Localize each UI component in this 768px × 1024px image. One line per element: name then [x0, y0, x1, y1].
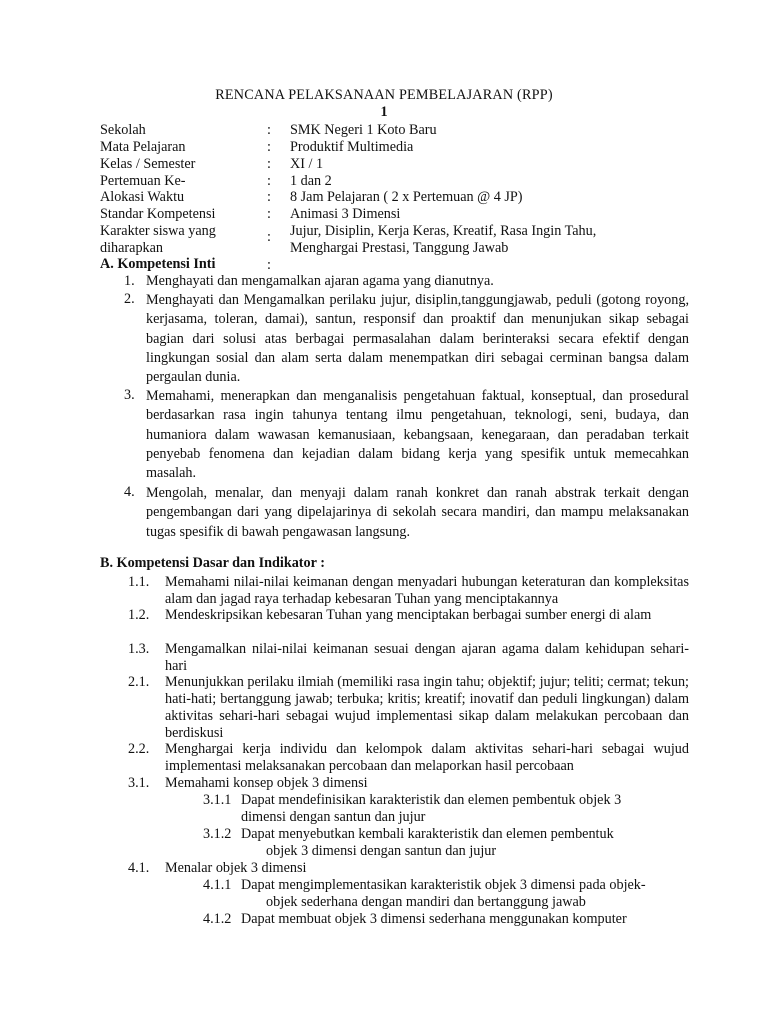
- list-item-kd-1-1: [128, 574, 689, 608]
- indicator-4-1-2: [203, 911, 689, 928]
- identity-row-standar-kompetensi: [100, 206, 700, 223]
- identity-colon: :: [267, 189, 271, 205]
- indicator-number: 4.1.1: [203, 877, 232, 893]
- identity-value: 8 Jam Pelajaran ( 2 x Pertemuan @ 4 JP): [290, 189, 523, 205]
- identity-colon: :: [267, 173, 271, 189]
- indicator-text-line2: objek sederhana dengan mandiri dan bertanggung jawab: [266, 894, 586, 910]
- identity-row-mata-pelajaran: [100, 139, 700, 156]
- identity-label: Karakter siswa yang: [100, 223, 216, 239]
- identity-colon: :: [267, 229, 271, 245]
- section-a-heading: A. Kompetensi Inti: [100, 256, 216, 272]
- section-b-heading: B. Kompetensi Dasar dan Indikator :: [100, 555, 325, 571]
- identity-value: Menghargai Prestasi, Tanggung Jawab: [290, 240, 509, 256]
- list-text: Menghargai kerja individu dan kelompok dalam aktivitas sehari-hari sebagai wujud implementasi melaksanakan percobaan dan melaporkan hasil percobaan: [165, 741, 689, 774]
- list-text: Mendeskripsikan kebesaran Tuhan yang menciptakan berbagai sumber energi di alam: [165, 607, 652, 623]
- identity-colon: :: [267, 156, 271, 172]
- identity-value: SMK Negeri 1 Koto Baru: [290, 122, 437, 138]
- list-item-kd-2-1: [128, 674, 689, 742]
- list-text: Memahami konsep objek 3 dimensi: [165, 775, 368, 791]
- indicator-text-line2: objek 3 dimensi dengan santun dan jujur: [266, 843, 497, 859]
- identity-row-sekolah: [100, 122, 700, 139]
- list-number: 2.2.: [128, 741, 150, 757]
- identity-value: Jujur, Disiplin, Kerja Keras, Kreatif, Rasa Ingin Tahu,: [290, 223, 597, 239]
- indicator-4-1-1: [203, 877, 689, 911]
- list-text: Memahami, menerapkan dan menganalisis pengetahuan faktual, konseptual, dan prosedural berdasarkan rasa ingin tahunya tentang ilmu pengetahuan, teknologi, seni, budaya, dan humaniora dalam wawasan kemanusiaan, kebangsaan, kenegaraan, dan peradaban terkait penyebab fenomena dan kejadian dalam bidang kerja yang spesifik untuk memecahkan masalah.: [146, 388, 689, 482]
- list-number: 3.: [124, 387, 135, 403]
- list-number: 2.1.: [128, 674, 150, 690]
- list-text: Menghayati dan Mengamalkan perilaku jujur, disiplin,tanggungjawab, peduli (gotong royong, kerjasama, toleran, damai), santun, responsif dan proaktif dan menunjukan sikap sebagai bagian dari solusi atas berbagai permasalahan dalam berinteraksi secara efektif dengan lingkungan sosial dan alam serta dalam menempatkan diri sebagai cerminan bangsa dalam pergaulan dunia.: [146, 292, 689, 386]
- list-number: 1.2.: [128, 607, 150, 623]
- identity-row-pertemuan: [100, 173, 700, 190]
- section-a-colon: :: [267, 257, 271, 273]
- identity-label: Mata Pelajaran: [100, 139, 186, 155]
- indicator-text-line1: Dapat menyebutkan kembali karakteristik dan elemen pembentuk: [241, 826, 614, 842]
- list-number: 1.: [124, 273, 135, 289]
- identity-row-kelas-semester: [100, 156, 700, 173]
- list-item-ki-3: [124, 387, 689, 483]
- list-number: 1.1.: [128, 574, 150, 590]
- identity-colon: :: [267, 139, 271, 155]
- identity-label: Alokasi Waktu: [100, 189, 185, 205]
- indicator-number: 4.1.2: [203, 911, 232, 927]
- identity-label: diharapkan: [100, 240, 164, 256]
- list-number: 3.1.: [128, 775, 150, 791]
- list-item-kd-1-2: [128, 607, 689, 624]
- identity-label: Kelas / Semester: [100, 156, 196, 172]
- list-text: Mengamalkan nilai-nilai keimanan sesuai dengan ajaran agama dalam kehidupan sehari-hari: [165, 641, 689, 674]
- list-text: Menunjukkan perilaku ilmiah (memiliki rasa ingin tahu; objektif; jujur; teliti; cermat; tekun; hati-hati; bertanggung jawab; terbuka; kritis; kreatif; inovatif dan peduli lingkungan) dalam aktivitas sehari-hari sebagai wujud implementasi sikap dalam melakukan percobaan dan berdiskusi: [165, 674, 689, 741]
- list-item-ki-4: [124, 484, 689, 542]
- list-text: Memahami nilai-nilai keimanan dengan menyadari hubungan keteraturan dan kompleksitas alam dan jagad raya terhadap kebesaran Tuhan yang menciptakannya: [165, 574, 689, 607]
- identity-row-alokasi-waktu: [100, 189, 700, 206]
- list-text: Menalar objek 3 dimensi: [165, 860, 307, 876]
- identity-label: Pertemuan Ke-: [100, 173, 186, 189]
- list-number: 4.: [124, 484, 135, 500]
- list-text: Menghayati dan mengamalkan ajaran agama yang dianutnya.: [146, 273, 494, 289]
- identity-value: XI / 1: [290, 156, 324, 172]
- identity-colon: :: [267, 206, 271, 222]
- identity-value: Animasi 3 Dimensi: [290, 206, 401, 222]
- list-number: 1.3.: [128, 641, 150, 657]
- identity-value: Produktif Multimedia: [290, 139, 414, 155]
- indicator-3-1-1: [203, 792, 689, 826]
- list-number: 4.1.: [128, 860, 150, 876]
- document-subtitle: 1: [380, 104, 388, 120]
- list-item-ki-1: [124, 273, 689, 290]
- indicator-text-line2: dimensi dengan santun dan jujur: [241, 809, 426, 825]
- document-title: RENCANA PELAKSANAAN PEMBELAJARAN (RPP): [215, 87, 553, 103]
- list-item-ki-2: [124, 291, 689, 387]
- indicator-text-line1: Dapat mendefinisikan karakteristik dan elemen pembentuk objek 3: [241, 792, 622, 808]
- list-item-kd-3-1: [128, 775, 689, 792]
- list-number: 2.: [124, 291, 135, 307]
- list-text: Mengolah, menalar, dan menyaji dalam ranah konkret dan ranah abstrak terkait dengan pengembangan dari yang dipelajarinya di sekolah secara mandiri, dan mampu melaksanakan tugas spesifik di bawah pengawasan langsung.: [146, 485, 689, 540]
- identity-value: 1 dan 2: [290, 173, 332, 189]
- indicator-text-line1: Dapat mengimplementasikan karakteristik objek 3 dimensi pada objek-: [241, 877, 646, 893]
- list-item-kd-2-2: [128, 741, 689, 775]
- indicator-3-1-2: [203, 826, 689, 860]
- identity-label: Sekolah: [100, 122, 146, 138]
- identity-row-karakter: [100, 223, 700, 245]
- identity-row-diharapkan: [100, 240, 700, 257]
- list-item-kd-4-1: [128, 860, 689, 877]
- identity-label: Standar Kompetensi: [100, 206, 216, 222]
- indicator-text-line1: Dapat membuat objek 3 dimensi sederhana menggunakan komputer: [241, 911, 627, 927]
- indicator-number: 3.1.2: [203, 826, 232, 842]
- indicator-number: 3.1.1: [203, 792, 232, 808]
- identity-colon: :: [267, 122, 271, 138]
- list-item-kd-1-3: [128, 641, 689, 675]
